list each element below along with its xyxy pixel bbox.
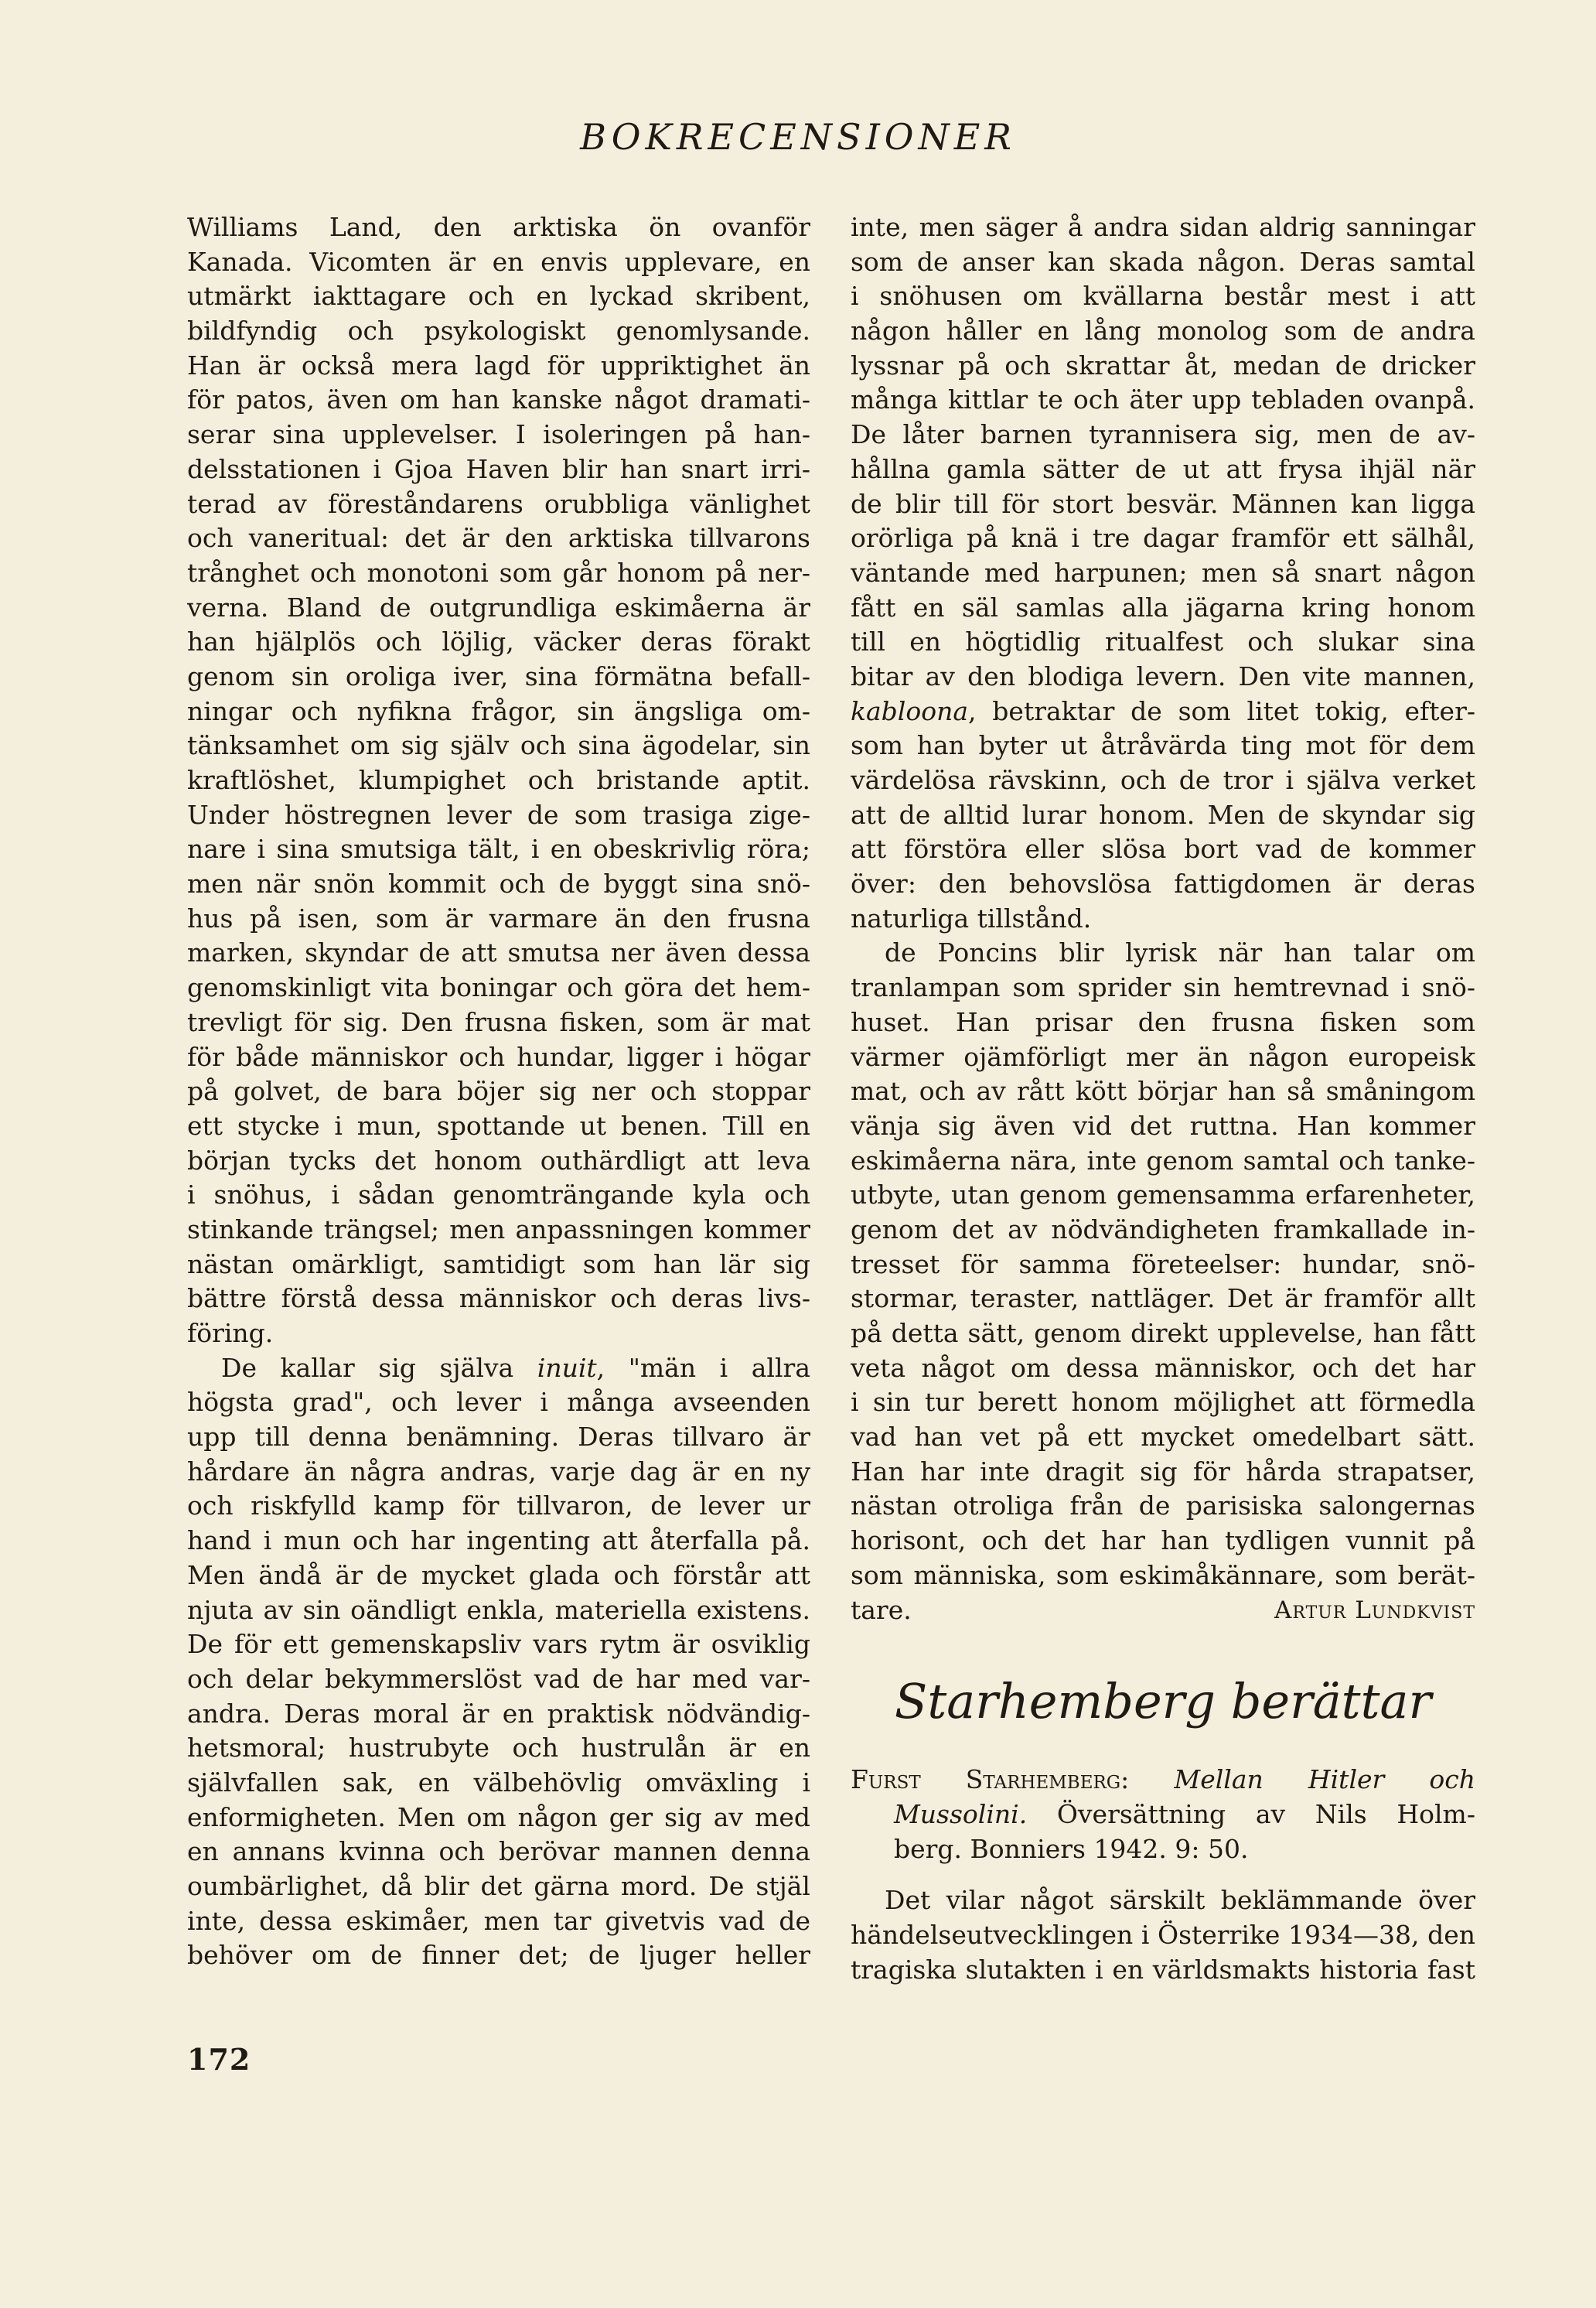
text-line: någon håller en lång monolog som de andra bbox=[851, 316, 1475, 347]
text-line: huset. Han prisar den frusna fisken som bbox=[851, 1006, 1475, 1037]
text-line: bättre förstå dessa människor och deras livs- bbox=[187, 1283, 810, 1314]
book-citation bbox=[851, 1762, 1475, 1866]
text-line: och riskfylld kamp för tillvaron, de lever ur bbox=[187, 1490, 810, 1521]
text-line: Men ändå är de mycket glada och förstår att bbox=[187, 1559, 810, 1590]
text-line: som människa, som eskimåkännare, som berät- bbox=[851, 1559, 1475, 1590]
text-line: värdelösa rävskinn, och de tror i själva verket bbox=[851, 765, 1475, 795]
text-line: lyssnar på och skrattar åt, medan de dricker bbox=[851, 350, 1475, 381]
text-line: andra. Deras moral är en praktisk nödvändig- bbox=[187, 1698, 810, 1729]
text-line: fått en säl samlas alla jägarna kring honom bbox=[851, 592, 1475, 623]
citation-details: Översättning av Nils Holm- bbox=[1056, 1799, 1475, 1830]
citation-title: Mussolini. bbox=[894, 1799, 1028, 1830]
byline-tail: tare. bbox=[851, 1594, 912, 1625]
review-title: Starhemberg berättar bbox=[894, 1673, 1432, 1730]
text-line: serar sina upplevelser. I isoleringen på han- bbox=[187, 419, 810, 450]
text-line: mat, och av rått kött börjar han så småningom bbox=[851, 1076, 1475, 1107]
text-line: att de alltid lurar honom. Men de skyndar sig bbox=[851, 799, 1475, 830]
text-line: Det vilar något särskilt beklämmande över bbox=[885, 1885, 1475, 1916]
text-line: i sin tur berett honom möjlighet att förmedla bbox=[851, 1387, 1475, 1418]
text-line: över: den behovslösa fattigdomen är deras bbox=[851, 869, 1475, 900]
text-line: de Poncins blir lyrisk när han talar om bbox=[885, 937, 1475, 968]
citation-line bbox=[851, 1762, 1475, 1797]
text-line: inte, men säger å andra sidan aldrig sanningar bbox=[851, 212, 1475, 242]
text-line: stinkande trängsel; men anpassningen kommer bbox=[187, 1214, 810, 1244]
text-line: inte, dessa eskimåer, men tar givetvis vad de bbox=[187, 1905, 810, 1936]
citation-line bbox=[851, 1797, 1475, 1832]
text-line: tänksamhet om sig själv och sina ägodelar, sin bbox=[187, 730, 810, 761]
text-line: horisont, och det har han tydligen vunnit på bbox=[851, 1525, 1475, 1556]
text-line: början tycks det honom outhärdligt att leva bbox=[187, 1145, 810, 1176]
text-line: på golvet, de bara böjer sig ner och stoppar bbox=[187, 1076, 810, 1107]
text-line: hand i mun och har ingenting att återfalla på. bbox=[187, 1525, 810, 1556]
text-line: väntande med harpunen; men så snart någon bbox=[851, 557, 1475, 588]
text-line: njuta av sin oändligt enkla, materiella existens. bbox=[187, 1594, 810, 1625]
text-line: bitar av den blodiga levern. Den vite mannen, bbox=[851, 661, 1475, 691]
text-line: tresset för samma företeelser: hundar, snö- bbox=[851, 1248, 1475, 1279]
text-line: marken, skyndar de att smutsa ner även dessa bbox=[187, 937, 810, 968]
italic-word: kabloona bbox=[851, 695, 969, 726]
text-line: i snöhusen om kvällarna består mest i att bbox=[851, 281, 1475, 312]
text-line: stormar, teraster, nattläger. Det är framför allt bbox=[851, 1283, 1475, 1314]
review-body bbox=[851, 1883, 1475, 1987]
text-line: trånghet och monotoni som går honom på ner- bbox=[187, 557, 810, 588]
text-line: händelseutvecklingen i Österrike 1934—38, den bbox=[851, 1919, 1475, 1950]
text-line: på detta sätt, genom direkt upplevelse, han fått bbox=[851, 1318, 1475, 1348]
text-line: De kallar sig själva inuit, "män i allra bbox=[221, 1352, 810, 1383]
text-line: Han är också mera lagd för uppriktighet än bbox=[187, 350, 810, 381]
text-line: veta något om dessa människor, och det har bbox=[851, 1352, 1475, 1383]
text-line: Kanada. Vicomten är en envis upplevare, en bbox=[187, 246, 810, 277]
text-line: hårdare än några andras, varje dag är en ny bbox=[187, 1456, 810, 1487]
text-line: nästan omärkligt, samtidigt som han lär sig bbox=[187, 1248, 810, 1279]
page-number: 172 bbox=[187, 2042, 251, 2077]
text-line: som han byter ut åtråvärda ting mot för dem bbox=[851, 730, 1475, 761]
text-line: Han har inte dragit sig för hårda strapatser, bbox=[851, 1456, 1475, 1487]
text-line: oumbärlighet, då blir det gärna mord. De stjäl bbox=[187, 1871, 810, 1901]
text-line: i snöhus, i sådan genomträngande kyla och bbox=[187, 1180, 810, 1210]
text-line: trevligt för sig. Den frusna fisken, som är mat bbox=[187, 1006, 810, 1037]
reviewer-name: Artur Lundkvist bbox=[1274, 1596, 1475, 1624]
text-line: till en högtidlig ritualfest och slukar sina bbox=[851, 627, 1475, 657]
text-line: han hjälplös och löjlig, väcker deras förakt bbox=[187, 627, 810, 657]
text-line: genom sin oroliga iver, sina förmätna befall- bbox=[187, 661, 810, 691]
text-line: utmärkt iakttagare och en lyckad skribent, bbox=[187, 281, 810, 312]
text-line: hetsmoral; hustrubyte och hustrulån är en bbox=[187, 1733, 810, 1763]
review-byline bbox=[851, 1593, 1475, 1628]
text-line: De låter barnen tyrannisera sig, men de av- bbox=[851, 419, 1475, 450]
text-line: många kittlar te och äter upp tebladen ovanpå. bbox=[851, 384, 1475, 415]
text-line: tragiska slutakten i en världsmakts historia fast bbox=[851, 1954, 1475, 1985]
text-line: som de anser kan skada någon. Deras samtal bbox=[851, 246, 1475, 277]
text-line: men när snön kommit och de byggt sina snö- bbox=[187, 869, 810, 900]
text-line: behöver om de finner det; de ljuger heller bbox=[187, 1940, 810, 1971]
text-line: självfallen sak, en välbehövlig omväxling i bbox=[187, 1767, 810, 1798]
text-line: tranlampan som sprider sin hemtrevnad i snö- bbox=[851, 972, 1475, 1003]
text-line: terad av föreståndarens orubbliga vänlighet bbox=[187, 488, 810, 519]
text-line: kraftlöshet, klumpighet och bristande aptit. bbox=[187, 765, 810, 795]
text-line: genomskinligt vita boningar och göra det hem- bbox=[187, 972, 810, 1003]
text-line: upp till denna benämning. Deras tillvaro är bbox=[187, 1422, 810, 1453]
italic-word: inuit bbox=[537, 1352, 597, 1383]
text-line: naturliga tillstånd. bbox=[851, 903, 1092, 934]
text-line: bildfyndig och psykologiskt genomlysande. bbox=[187, 316, 810, 347]
text-line: nare i sina smutsiga tält, i en obeskrivlig röra; bbox=[187, 834, 810, 865]
text-line: de blir till för stort besvär. Männen kan ligga bbox=[851, 488, 1475, 519]
text-line: för både människor och hundar, ligger i högar bbox=[187, 1041, 810, 1072]
text-line: och delar bekymmerslöst vad de har med var- bbox=[187, 1663, 810, 1694]
text-line: Williams Land, den arktiska ön ovanför bbox=[187, 212, 810, 242]
left-column bbox=[187, 210, 810, 1973]
citation-line: berg. Bonniers 1942. 9: 50. bbox=[894, 1834, 1249, 1865]
text-line: föring. bbox=[187, 1318, 274, 1348]
text-line: högsta grad", och lever i många avseenden bbox=[187, 1387, 810, 1418]
text-line: hus på isen, som är varmare än den frusna bbox=[187, 903, 810, 934]
text-line: en annans kvinna och berövar mannen denna bbox=[187, 1836, 810, 1867]
running-head: BOKRECENSIONER bbox=[580, 116, 1016, 158]
text-line: eskimåerna nära, inte genom samtal och tanke- bbox=[851, 1145, 1475, 1176]
text-line: delsstationen i Gjoa Haven blir han snart irri- bbox=[187, 453, 810, 484]
citation-author: Furst Starhemberg: bbox=[851, 1764, 1130, 1795]
text-line: nästan otroliga från de parisiska salongernas bbox=[851, 1490, 1475, 1521]
text-line: ningar och nyfikna frågor, sin ängsliga om- bbox=[187, 695, 810, 726]
text-line: hållna gamla sätter de ut att frysa ihjäl när bbox=[851, 453, 1475, 484]
text-line: värmer ojämförligt mer än någon europeisk bbox=[851, 1041, 1475, 1072]
text-line: utbyte, utan genom gemensamma erfarenheter, bbox=[851, 1180, 1475, 1210]
text-line: kabloona, betraktar de som litet tokig, efter- bbox=[851, 695, 1475, 726]
right-column bbox=[851, 210, 1475, 1987]
text-line: för patos, även om han kanske något dramati- bbox=[187, 384, 810, 415]
text-line: genom det av nödvändigheten framkallade in- bbox=[851, 1214, 1475, 1244]
text-line: vänja sig även vid det ruttna. Han kommer bbox=[851, 1110, 1475, 1141]
text-line: Under höstregnen lever de som trasiga zige- bbox=[187, 799, 810, 830]
text-line: ett stycke i mun, spottande ut benen. Till en bbox=[187, 1110, 810, 1141]
text-line: enformigheten. Men om någon ger sig av med bbox=[187, 1801, 810, 1832]
text-line: verna. Bland de outgrundliga eskimåerna är bbox=[187, 592, 810, 623]
text-line: och vaneritual: det är den arktiska tillvarons bbox=[187, 523, 810, 554]
text-line: orörliga på knä i tre dagar framför ett sälhål, bbox=[851, 523, 1475, 554]
citation-title: Mellan Hitler och bbox=[1174, 1764, 1475, 1795]
text-line: att förstöra eller slösa bort vad de kommer bbox=[851, 834, 1475, 865]
text-line: De för ett gemenskapsliv vars rytm är osviklig bbox=[187, 1629, 810, 1660]
text-line: vad han vet på ett mycket omedelbart sätt. bbox=[851, 1422, 1475, 1453]
